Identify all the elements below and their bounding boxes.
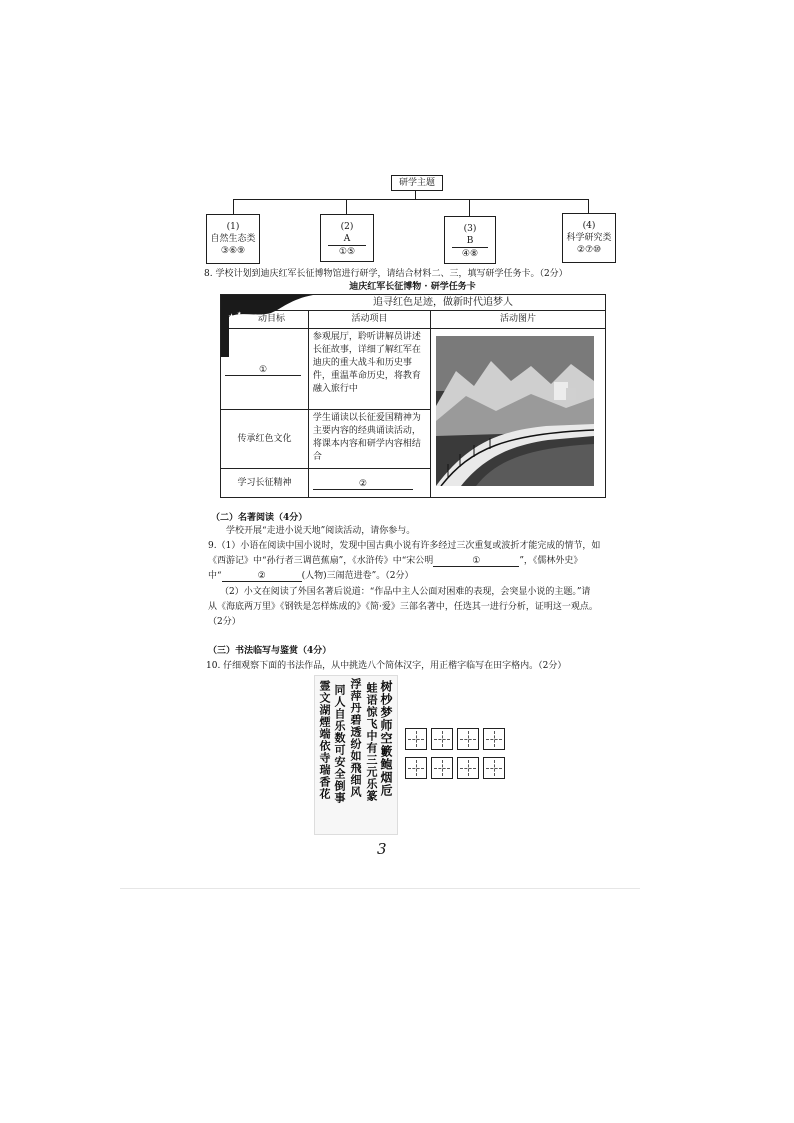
project-blank-2-label: ②	[358, 478, 367, 489]
diagram-root	[391, 175, 443, 191]
q9-1-line-3	[208, 570, 413, 582]
question-8: 8. 学校计划到迪庆红军长征博物馆进行研学，请结合材料二、三，填写研学任务卡。（2分）	[204, 269, 568, 279]
node-number: (4)	[582, 221, 596, 231]
tianzige-cell-2[interactable]	[431, 728, 453, 750]
connector-2	[346, 199, 347, 214]
connector-3	[469, 199, 470, 216]
q9-blank-1	[433, 555, 519, 567]
node-number: (3)	[463, 224, 477, 234]
q9-1-line-1: 9.（1）小语在阅读中国小说时，发现中国古典小说有许多经过三次重复或波折才能完成的情节，如	[208, 541, 601, 551]
goal-blank-1-label: ①	[258, 364, 268, 375]
project-cell-2: 学生诵读以长征爱国精神为主要内容的经典诵读活动，将课本内容和研学内容相结合	[308, 410, 430, 469]
q9-blank-1-label: ①	[472, 556, 481, 566]
node-number: (1)	[226, 222, 240, 232]
connector-1	[233, 199, 234, 214]
goal-blank-1	[225, 364, 301, 376]
svg-text:★: ★	[228, 312, 236, 321]
tianzige-cell-8[interactable]	[483, 757, 505, 779]
question-10: 10. 仔细观察下面的书法作品，从中挑选八个简体汉字，用正楷字临写在田字格内。（2分）	[206, 661, 567, 671]
goal-cell-2: 传承红色文化	[221, 410, 309, 469]
q9-line2-text-a: 《西游记》中“孙行者三调芭蕉扇”，《水浒传》中“宋公明	[208, 556, 434, 566]
page-number: 3	[377, 840, 387, 858]
header-goal-text: 动目标	[257, 314, 285, 324]
q9-blank-2-label: ②	[257, 571, 266, 581]
project-cell-1: 参观展厅，聆听讲解员讲述长征故事，详细了解红军在迪庆的重大战斗和历史事件，重温革命历史，将教育融入旅行中	[308, 329, 430, 410]
q9-2-line-3: （2分）	[208, 617, 241, 627]
connector-horizontal	[233, 199, 588, 200]
q9-line3-text-b: (人物)三闹范进卷”。（2分）	[301, 571, 414, 581]
q9-1-line-2	[208, 555, 638, 567]
calligraphy-column-2: 蛙语惊飞中有三元乐篆	[365, 682, 378, 802]
node-items: ②⑦⑩	[576, 245, 602, 255]
q9-line3-text-a: 中“	[208, 571, 222, 581]
tianzige-cell-3[interactable]	[457, 728, 479, 750]
calligraphy-column-4: 同人自乐数可安全倒事	[333, 684, 346, 804]
node-label: A	[343, 234, 351, 244]
section-2-intro: 学校开展“走进小说天地”阅读活动，请你参与。	[226, 526, 416, 536]
tianzige-cell-7[interactable]	[457, 757, 479, 779]
svg-text:★: ★	[239, 319, 244, 325]
project-blank-2	[313, 478, 413, 490]
museum-photo	[436, 336, 594, 486]
q9-2-line-1: （2）小文在阅读了外国名著后说道：“作品中主人公面对困难的表现，会突显小说的主题。”请	[220, 587, 591, 597]
node-label: B	[466, 236, 474, 246]
header-project: 活动项目	[308, 311, 430, 329]
q9-line2-text-b: ”，《儒林外史》	[519, 556, 583, 566]
node-label: 科学研究类	[566, 233, 612, 243]
section-2-heading: （二）名著阅读（4分）	[211, 513, 308, 523]
node-blank	[452, 235, 488, 248]
header-picture: 活动图片	[431, 311, 606, 329]
diagram-root-label: 研学主题	[398, 178, 435, 188]
slogan-text: 追寻红色足迹，做新时代追梦人	[373, 297, 513, 308]
diagram-node-3	[444, 216, 496, 264]
tianzige-cell-5[interactable]	[405, 757, 427, 779]
calligraphy-column-3: 浮萍丹碧透纷如飛细风	[349, 678, 362, 798]
node-number: (2)	[340, 222, 354, 232]
calligraphy-column-1: 树杪梦师空籔鲍烟卮	[379, 680, 393, 797]
svg-text:★: ★	[237, 311, 242, 317]
tianzige-cell-4[interactable]	[483, 728, 505, 750]
diagram-node-1	[206, 214, 260, 264]
project-cell-3	[308, 469, 430, 498]
calligraphy-artwork	[314, 675, 398, 835]
node-items: ①⑤	[338, 247, 356, 257]
node-items: ③⑥⑨	[220, 246, 246, 256]
section-3-heading: （三）书法临写与鉴赏（4分）	[208, 646, 332, 656]
diagram-node-4	[562, 213, 616, 263]
scan-edge-line	[120, 888, 640, 889]
q9-blank-2	[222, 570, 302, 582]
q9-2-line-2: 从《海底两万里》《钢铁是怎样炼成的》《简·爱》三部名著中，任选其一进行分析，证明这一观点。	[208, 602, 598, 612]
tianzige-cell-6[interactable]	[431, 757, 453, 779]
connector-root-down	[415, 190, 416, 199]
calligraphy-column-5: 霊文湖煙端依寺瑞香花	[318, 680, 331, 800]
tianzige-cell-1[interactable]	[405, 728, 427, 750]
card-title: 迪庆红军长征博物 · 研学任务卡	[349, 282, 476, 292]
diagram-node-2	[320, 214, 374, 262]
node-items: ④⑧	[461, 249, 479, 259]
node-blank	[328, 233, 366, 246]
connector-4	[588, 199, 589, 213]
activity-picture-cell	[431, 329, 606, 498]
node-label: 自然生态类	[210, 234, 256, 244]
goal-cell-3: 学习长征精神	[221, 469, 309, 498]
red-flag-decoration	[221, 295, 321, 357]
